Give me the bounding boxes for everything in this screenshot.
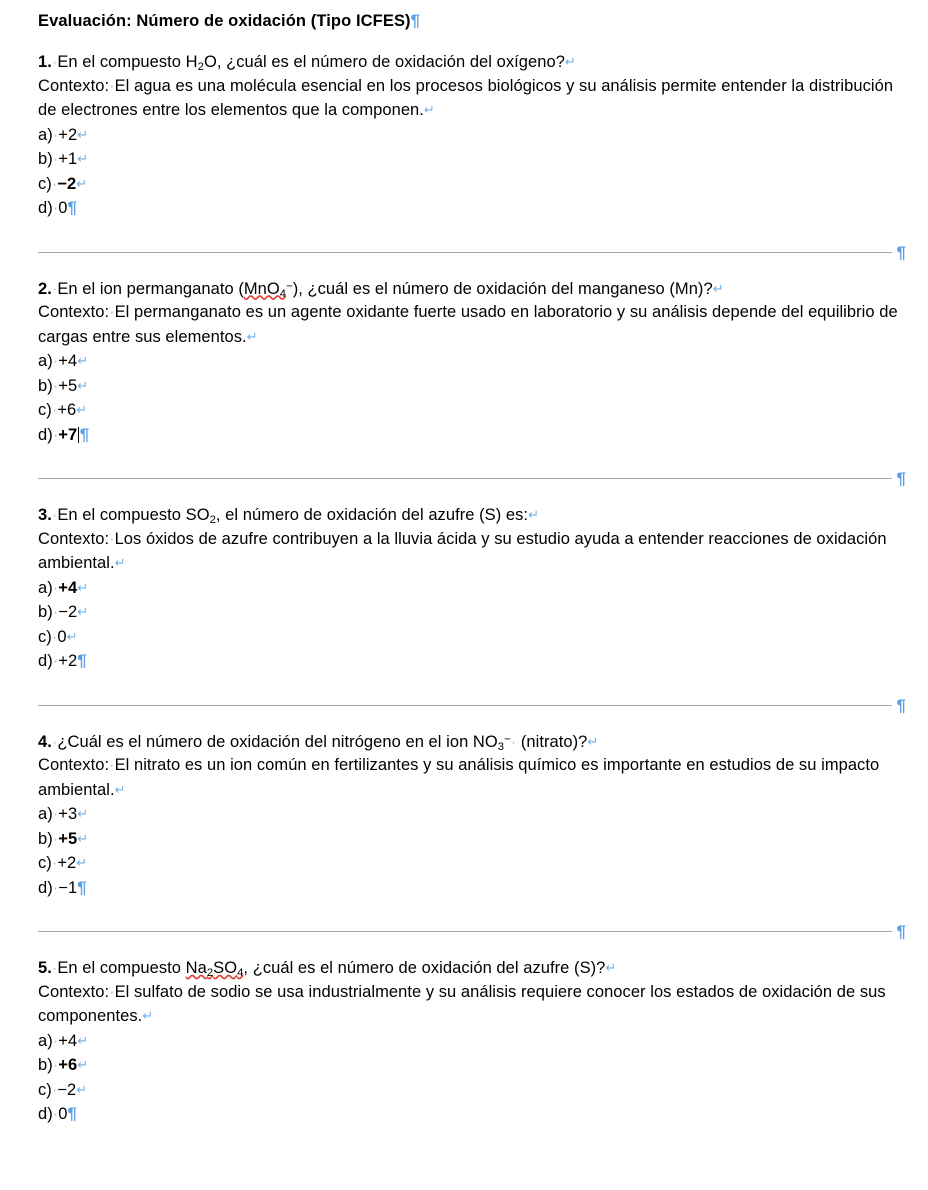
option-text: +5 xyxy=(58,829,78,848)
option-text: +4 xyxy=(58,352,78,370)
subscript-3: 2 xyxy=(209,514,216,527)
space-dot: · xyxy=(52,878,59,897)
context-label-5: Contexto: xyxy=(38,982,110,1001)
space-dot: · xyxy=(51,506,58,524)
option-letter: c) xyxy=(38,1080,52,1099)
spacer xyxy=(38,932,906,956)
line-break-mark: ↵ xyxy=(142,1008,154,1023)
space-dot: · xyxy=(52,376,59,395)
space-dot: · xyxy=(51,1080,58,1099)
option-letter: b) xyxy=(38,829,53,848)
pilcrow-mark: ¶ xyxy=(896,469,906,488)
option-text: +6 xyxy=(58,1056,78,1074)
option-letter: d) xyxy=(38,878,53,897)
option-5-d[interactable] xyxy=(38,1102,906,1127)
option-letter: c) xyxy=(38,627,52,646)
option-text: −2 xyxy=(57,174,77,193)
spacer xyxy=(38,447,906,469)
line-break-mark: ↵ xyxy=(605,960,617,975)
question-context-2 xyxy=(38,301,906,349)
space-dot: · xyxy=(109,529,115,548)
separator-line xyxy=(38,704,892,706)
option-3-d[interactable] xyxy=(38,649,906,674)
superscript-4: − xyxy=(504,732,511,745)
option-letter: d) xyxy=(38,425,53,444)
space-dot: · xyxy=(109,76,115,95)
pilcrow-mark: ¶ xyxy=(896,922,906,941)
context-text-4: El nitrato es un ion común en fertilizantes y su análisis químico es importante en estudios de su impacto ambiental. xyxy=(38,756,880,799)
question-prompt-post-3: , el número de oxidación del azufre (S) es: xyxy=(215,506,529,524)
space-dot: · xyxy=(52,652,59,670)
pilcrow-mark: ¶ xyxy=(77,651,87,670)
space-dot: · xyxy=(109,303,115,321)
space-dot: · xyxy=(52,805,59,823)
formula-base: Na xyxy=(185,959,207,977)
option-letter: c) xyxy=(38,854,52,872)
line-break-mark: ↵ xyxy=(76,402,88,417)
option-5-b[interactable] xyxy=(38,1053,906,1078)
space-dot: · xyxy=(52,1105,59,1123)
option-4-d[interactable] xyxy=(38,876,906,901)
question-prompt-pre-2: En el ion permanganato ( xyxy=(57,279,244,298)
question-number-5: 5. xyxy=(38,959,52,977)
line-break-mark: ↵ xyxy=(77,126,89,142)
spacer xyxy=(38,706,906,730)
space-dot: · xyxy=(51,174,58,193)
question-context-4 xyxy=(38,754,906,802)
question-number-4: 4. xyxy=(38,732,52,751)
line-break-mark: ↵ xyxy=(76,855,88,870)
line-break-mark: ↵ xyxy=(528,507,539,522)
line-break-mark: ↵ xyxy=(77,377,89,393)
line-break-mark: ↵ xyxy=(76,1081,88,1097)
question-context-5 xyxy=(38,981,906,1029)
option-3-b[interactable] xyxy=(38,600,906,625)
option-letter: d) xyxy=(38,1105,53,1123)
question-prompt-post-2: ), ¿cuál es el número de oxidación del manganeso (Mn)? xyxy=(292,279,713,298)
formula-base: MnO xyxy=(243,279,280,298)
option-letter: a) xyxy=(38,125,53,144)
option-text: +7 xyxy=(58,425,78,444)
option-letter: d) xyxy=(38,652,53,670)
misspelled-formula-5 xyxy=(185,959,244,980)
option-letter: d) xyxy=(38,199,53,217)
line-break-mark: ↵ xyxy=(76,175,88,191)
space-dot: · xyxy=(51,401,58,419)
line-break-mark: ↵ xyxy=(77,151,89,166)
context-text-3: Los óxidos de azufre contribuyen a la lluvia ácida y su estudio ayuda a entender reacciones de oxidación ambiental. xyxy=(38,529,887,572)
line-break-mark: ↵ xyxy=(77,579,89,595)
option-text: +3 xyxy=(58,805,78,823)
question-prompt-1 xyxy=(38,50,906,75)
space-dot: · xyxy=(109,982,115,1001)
option-letter: a) xyxy=(38,352,53,370)
option-text: +6 xyxy=(57,401,77,419)
option-3-a[interactable] xyxy=(38,576,906,601)
separator-line xyxy=(38,930,892,932)
context-label-3: Contexto: xyxy=(38,529,110,548)
option-1-b[interactable] xyxy=(38,147,906,172)
question-block-1 xyxy=(38,50,906,221)
option-2-a[interactable] xyxy=(38,349,906,374)
line-break-mark: ↵ xyxy=(423,102,435,117)
option-letter: c) xyxy=(38,401,52,419)
line-break-mark: ↵ xyxy=(66,628,78,644)
option-text: −2 xyxy=(57,1080,77,1099)
option-letter: b) xyxy=(38,1056,53,1074)
line-break-mark: ↵ xyxy=(77,1032,89,1048)
option-1-c[interactable] xyxy=(38,172,906,197)
question-prompt-4 xyxy=(38,730,906,755)
line-break-mark: ↵ xyxy=(587,733,599,749)
question-block-3 xyxy=(38,503,906,674)
option-letter: b) xyxy=(38,603,53,621)
space-dot: · xyxy=(52,425,59,444)
question-prompt-5 xyxy=(38,956,906,981)
option-2-d[interactable] xyxy=(38,423,906,448)
section-separator-4 xyxy=(38,922,906,941)
space-dot: · xyxy=(51,854,58,872)
line-break-mark: ↵ xyxy=(114,781,126,797)
space-dot: · xyxy=(51,627,58,646)
line-break-mark: ↵ xyxy=(246,328,258,344)
option-text: 0 xyxy=(58,199,68,217)
line-break-mark: ↵ xyxy=(77,830,89,846)
pilcrow-mark: ¶ xyxy=(896,242,906,262)
subscript-4: 3 xyxy=(497,740,505,753)
space-dot: · xyxy=(52,829,59,848)
question-number-1: 1. xyxy=(38,53,52,71)
line-break-mark: ↵ xyxy=(564,54,576,69)
question-number-2: 2. xyxy=(38,279,52,298)
line-break-mark: ↵ xyxy=(712,280,724,296)
option-text: +2 xyxy=(58,125,78,144)
section-separator-1 xyxy=(38,242,906,262)
question-prompt-2 xyxy=(38,277,906,302)
pilcrow-mark: ¶ xyxy=(67,1104,77,1123)
formula-mid: SO xyxy=(213,959,238,977)
spacer xyxy=(38,253,906,277)
pilcrow-mark: ¶ xyxy=(896,695,906,715)
spacer xyxy=(38,221,906,243)
spacer xyxy=(38,32,906,50)
spacer xyxy=(38,674,906,696)
question-prompt-post-4: (nitrato)? xyxy=(516,732,588,751)
separator-line xyxy=(38,477,892,479)
space-dot: · xyxy=(109,756,115,774)
spacer xyxy=(38,479,906,503)
pilcrow-mark: ¶ xyxy=(79,424,90,444)
section-separator-3 xyxy=(38,695,906,715)
option-letter: a) xyxy=(38,1031,53,1050)
spacer xyxy=(38,900,906,922)
context-text-1: El agua es una molécula esencial en los procesos biológicos y su análisis permite entender la distribución de electrones entre los elementos que la componen. xyxy=(38,76,894,119)
option-text: +5 xyxy=(58,376,78,395)
space-dot: · xyxy=(52,150,59,168)
option-text: +2 xyxy=(58,652,78,670)
space-dot: · xyxy=(510,732,517,751)
question-prompt-pre-1: En el compuesto H xyxy=(57,53,198,71)
option-4-c[interactable] xyxy=(38,851,906,876)
page-title-text: Evaluación: Número de oxidación (Tipo ICFES) xyxy=(38,12,411,30)
separator-line xyxy=(38,251,892,253)
space-dot: · xyxy=(51,732,58,751)
formula-subscript: 2 xyxy=(206,967,214,980)
option-letter: b) xyxy=(38,376,53,395)
space-dot: · xyxy=(52,199,59,217)
question-prompt-pre-4: ¿Cuál es el número de oxidación del nitrógeno en el ion NO xyxy=(57,732,498,751)
pilcrow-mark: ¶ xyxy=(67,198,77,217)
formula-subscript: 4 xyxy=(237,967,244,980)
context-text-2: El permanganato es un agente oxidante fuerte usado en laboratorio y su análisis depende del equilibrio de cargas entre sus elementos. xyxy=(38,303,898,346)
line-break-mark: ↵ xyxy=(77,604,89,619)
question-prompt-post-5: , ¿cuál es el número de oxidación del azufre (S)? xyxy=(243,959,606,977)
option-5-c[interactable] xyxy=(38,1078,906,1103)
option-4-a[interactable] xyxy=(38,802,906,827)
option-2-c[interactable] xyxy=(38,398,906,423)
option-1-a[interactable] xyxy=(38,123,906,148)
option-text: +4 xyxy=(58,1031,78,1050)
space-dot: · xyxy=(52,603,59,621)
context-text-5: El sulfato de sodio se usa industrialmente y su análisis requiere conocer los estados de oxidación de sus componentes. xyxy=(38,982,886,1025)
space-dot: · xyxy=(51,959,58,977)
space-dot: · xyxy=(52,125,59,144)
space-dot: · xyxy=(52,352,59,370)
option-letter: a) xyxy=(38,805,53,823)
option-4-b[interactable] xyxy=(38,827,906,852)
option-3-c[interactable] xyxy=(38,625,906,650)
line-break-mark: ↵ xyxy=(77,1057,89,1072)
formula-superscript: − xyxy=(286,279,293,292)
line-break-mark: ↵ xyxy=(77,353,89,368)
option-letter: b) xyxy=(38,150,53,168)
section-separator-2 xyxy=(38,469,906,488)
option-text: 0 xyxy=(58,1105,68,1123)
option-1-d[interactable] xyxy=(38,196,906,221)
space-dot: · xyxy=(52,1056,59,1074)
question-prompt-3 xyxy=(38,503,906,528)
option-5-a[interactable] xyxy=(38,1029,906,1054)
option-text: +4 xyxy=(58,578,78,597)
option-text: −2 xyxy=(58,603,78,621)
space-dot: · xyxy=(52,1031,59,1050)
space-dot: · xyxy=(52,578,59,597)
option-letter: a) xyxy=(38,578,53,597)
space-dot: · xyxy=(51,53,58,71)
formula-subscript: 4 xyxy=(279,287,287,300)
option-text: 0 xyxy=(57,627,67,646)
question-block-5 xyxy=(38,956,906,1127)
option-letter: c) xyxy=(38,174,52,193)
pilcrow-mark: ¶ xyxy=(77,877,87,897)
question-context-3 xyxy=(38,528,906,576)
option-text: −1 xyxy=(58,878,78,897)
question-block-2 xyxy=(38,277,906,448)
question-prompt-post-1: O, ¿cuál es el número de oxidación del oxígeno? xyxy=(203,53,565,71)
pilcrow-mark: ¶ xyxy=(410,11,421,30)
subscript-1: 2 xyxy=(197,61,204,74)
misspelled-formula-2 xyxy=(244,280,286,298)
context-label-1: Contexto: xyxy=(38,76,110,95)
question-prompt-pre-3: En el compuesto SO xyxy=(57,506,210,524)
page-title xyxy=(38,6,906,32)
question-number-3: 3. xyxy=(38,506,52,524)
question-prompt-pre-5: En el compuesto xyxy=(57,959,186,977)
line-break-mark: ↵ xyxy=(77,806,89,821)
option-text: +2 xyxy=(57,854,77,872)
context-label-4: Contexto: xyxy=(38,756,110,774)
context-label-2: Contexto: xyxy=(38,303,110,321)
option-text: +1 xyxy=(58,150,78,168)
option-2-b[interactable] xyxy=(38,374,906,399)
line-break-mark: ↵ xyxy=(114,555,126,570)
space-dot: · xyxy=(51,279,58,298)
question-block-4 xyxy=(38,730,906,901)
question-context-1 xyxy=(38,75,906,123)
